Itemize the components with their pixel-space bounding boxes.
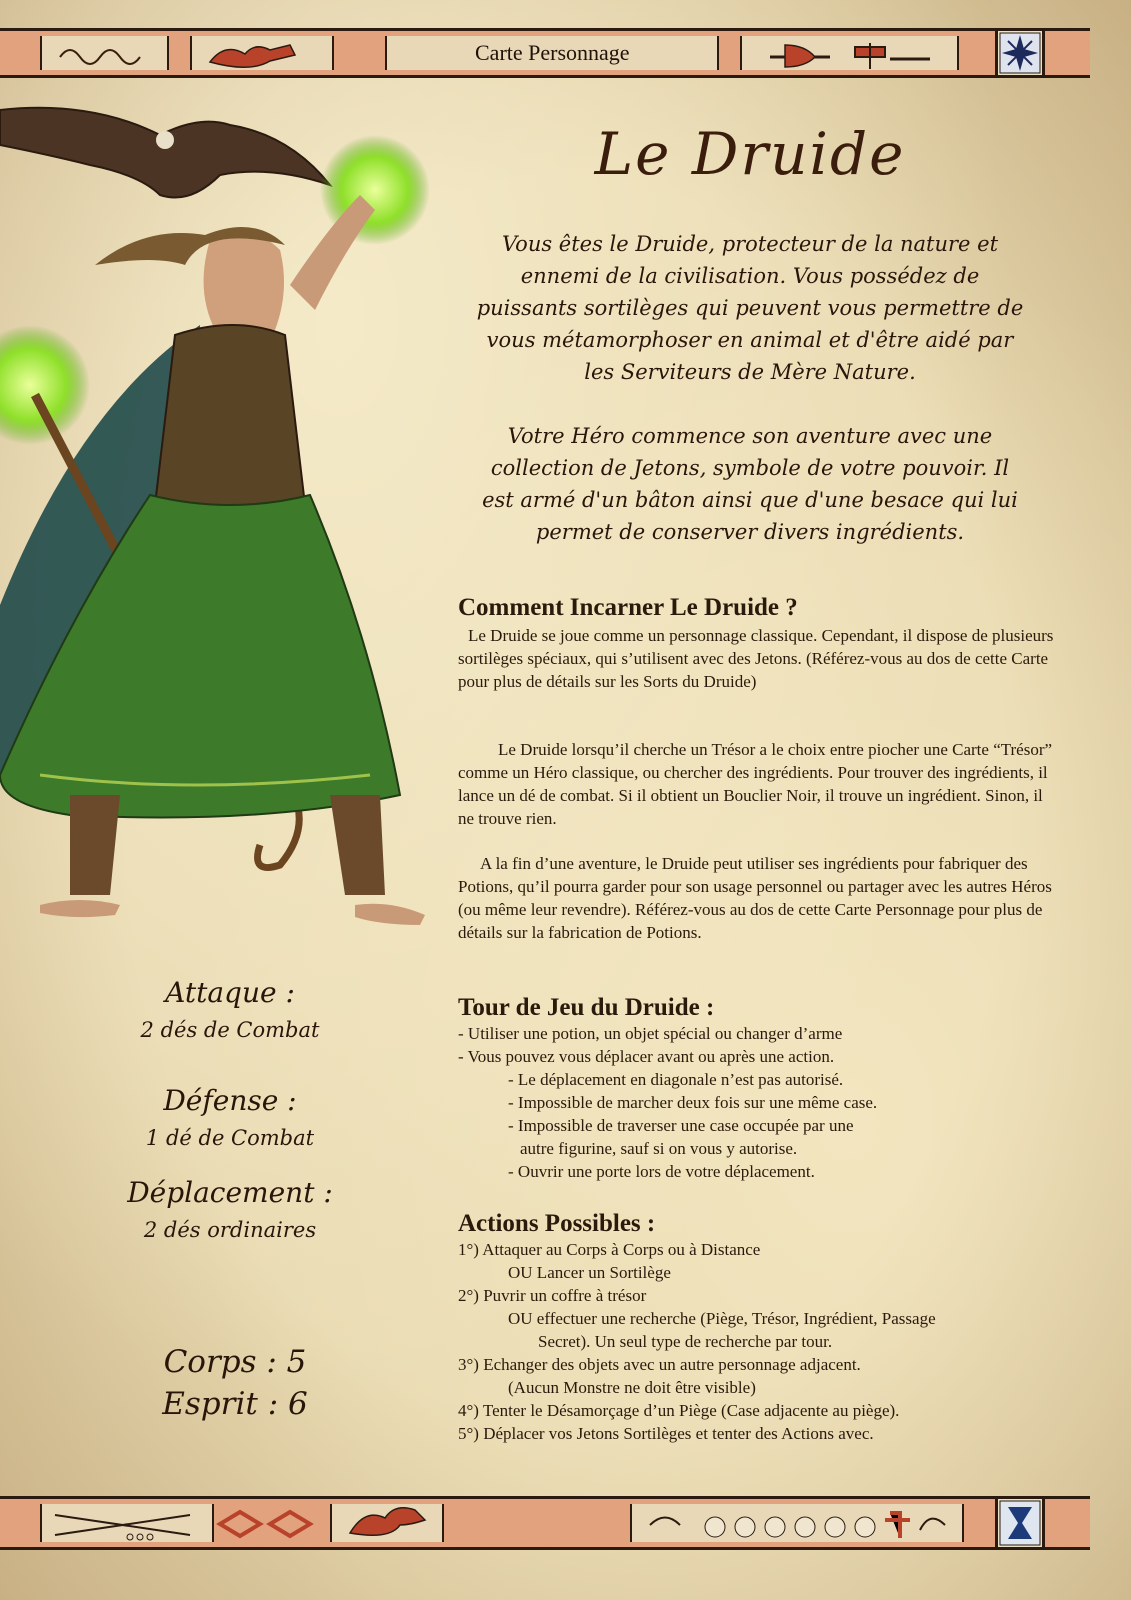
- body-points: Corps : 5: [163, 1344, 307, 1380]
- character-title: Le Druide: [594, 120, 906, 188]
- rule-line: - Le déplacement en diagonale n’est pas autorisé.: [508, 1070, 844, 1089]
- rule-line: - Utiliser une potion, un objet spécial ou changer d’arme: [458, 1024, 843, 1043]
- rule-line: - Ouvrir une porte lors de votre déplacement.: [508, 1162, 815, 1181]
- hourglass-emblem: [995, 1496, 1045, 1550]
- action-line: OU effectuer une recherche (Piège, Trésor, Ingrédient, Passage: [508, 1309, 936, 1328]
- swirl-ornament-icon: [55, 39, 155, 69]
- card-type-caption: Carte Personnage: [475, 40, 630, 65]
- intro-line: les Serviteurs de Mère Nature.: [584, 360, 916, 384]
- intro-line: ennemi de la civilisation. Vous possédez de: [520, 264, 980, 288]
- bottom-banner: [0, 1496, 1090, 1550]
- compass-star-icon: [998, 31, 1042, 75]
- section-paragraph: Le Druide se joue comme un personnage classique. Cependant, il dispose de plusieurs sortilèges spéciaux, qui s’utilisent avec des Jetons. (Référez-vous au dos de cette Carte pour plus de détails sur les Sorts du Druide): [458, 626, 1054, 691]
- compass-emblem: [995, 28, 1045, 78]
- dragon-icon: [345, 1503, 435, 1543]
- intro-line: collection de Jetons, symbole de votre pouvoir. Il: [490, 456, 1010, 480]
- attack-value: 2 dés de Combat: [140, 1018, 320, 1042]
- action-line: 2°) Puvrir un coffre à trésor: [458, 1286, 647, 1305]
- intro-paragraph-2: [455, 420, 1045, 548]
- diamond-ornament-icon: [215, 1509, 325, 1539]
- section-paragraph: A la fin d’une aventure, le Druide peut utiliser ses ingrédients pour fabriquer des Potions, qu’il pourra garder pour son usage personnel ou partager avec les autres Héros (ou même leur revendre). Référez-vous au dos de cette Carte Personnage pour plus de détails sur la fabrication de Potions.: [458, 854, 1052, 942]
- action-line: 4°) Tenter le Désamorçage d’un Piège (Case adjacente au piège).: [458, 1401, 900, 1420]
- action-line: 3°) Echanger des objets avec un autre personnage adjacent.: [458, 1355, 861, 1374]
- action-line: 1°) Attaquer au Corps à Corps ou à Distance: [458, 1240, 761, 1259]
- section-heading: Actions Possibles :: [458, 1210, 656, 1237]
- intro-line: est armé d'un bâton ainsi que d'une besace qui lui: [482, 488, 1018, 512]
- intro-paragraph: [455, 228, 1045, 388]
- intro-line: vous métamorphoser en animal et d'être aidé par: [486, 328, 1014, 352]
- movement-value: 2 dés ordinaires: [143, 1218, 317, 1242]
- defense-label: Défense :: [163, 1084, 297, 1117]
- skull-icon: [640, 1505, 950, 1543]
- weapons-icon: [760, 37, 940, 71]
- mind-points: Esprit : 6: [162, 1386, 308, 1422]
- rule-line: autre figurine, sauf si on vous y autorise.: [520, 1139, 798, 1158]
- intro-line: permet de conserver divers ingrédients.: [535, 520, 965, 544]
- movement-label: Déplacement :: [127, 1176, 333, 1209]
- action-line: Secret). Un seul type de recherche par tour.: [538, 1332, 833, 1351]
- intro-line: Votre Héro commence son aventure avec une: [507, 424, 993, 448]
- intro-line: Vous êtes le Druide, protecteur de la nature et: [501, 232, 999, 256]
- druid-illustration: [0, 95, 440, 955]
- rule-line: - Impossible de traverser une case occupée par une: [508, 1116, 854, 1135]
- action-line: OU Lancer un Sortilège: [508, 1263, 671, 1282]
- dragon-icon: [205, 37, 315, 71]
- spear-icon: [50, 1505, 200, 1543]
- top-banner: [0, 28, 1090, 78]
- rule-line: - Vous pouvez vous déplacer avant ou après une action.: [458, 1047, 835, 1066]
- action-line: (Aucun Monstre ne doit être visible): [508, 1378, 756, 1397]
- section-heading: Comment Incarner Le Druide ?: [458, 594, 798, 621]
- action-line: 5°) Déplacer vos Jetons Sortilèges et tenter des Actions avec.: [458, 1424, 874, 1443]
- defense-value: 1 dé de Combat: [145, 1126, 315, 1150]
- intro-line: puissants sortilèges qui peuvent vous permettre de: [476, 296, 1024, 320]
- section-paragraph: Le Druide lorsqu’il cherche un Trésor a le choix entre piocher une Carte “Trésor” comme un Héro classique, ou chercher des ingrédients. Pour trouver des ingrédients, il lance un dé de combat. Si il obtient un Bouclier Noir, il trouve un ingrédient. Sinon, il ne trouve rien.: [458, 740, 1053, 828]
- section-heading: Tour de Jeu du Druide :: [458, 994, 715, 1021]
- attack-label: Attaque :: [165, 976, 295, 1009]
- hourglass-icon: [998, 1499, 1042, 1547]
- rule-line: - Impossible de marcher deux fois sur une même case.: [508, 1093, 878, 1112]
